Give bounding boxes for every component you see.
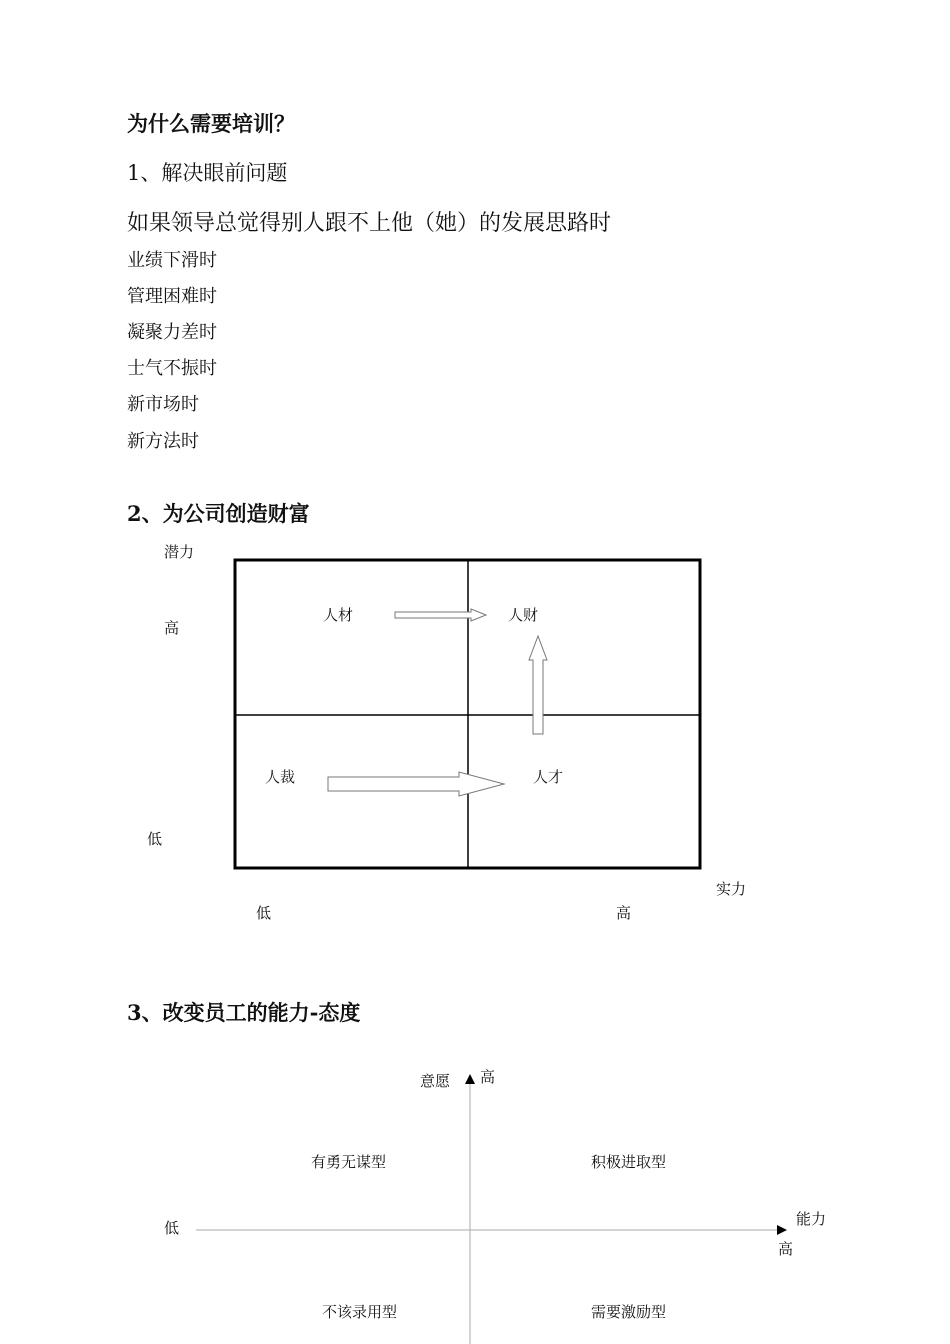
section3-heading: 3、改变员工的能力-态度: [127, 1000, 361, 1025]
quadrant-label-bottom-left: 不该录用型: [322, 1303, 398, 1321]
quadrant-label-bottom-right: 人才: [533, 768, 564, 786]
arrow-up-icon: [529, 636, 547, 734]
quadrant-label-top-left: 有勇无谋型: [311, 1153, 387, 1171]
list-item: 士气不振时: [127, 358, 217, 379]
quadrant-label-bottom-left: 人裁: [265, 768, 296, 786]
x-axis-label: 实力: [716, 880, 747, 898]
y-axis-low-label: 低: [147, 830, 163, 848]
list-item: 管理困难时: [127, 286, 217, 307]
arrow-right-icon: [328, 772, 504, 796]
y-axis-high-label: 高: [164, 619, 180, 637]
x-axis-high-label: 高: [778, 1240, 794, 1258]
list-item: 凝聚力差时: [127, 322, 217, 343]
page-title: 为什么需要培训？: [127, 111, 295, 136]
y-axis-label: 意愿: [420, 1072, 451, 1090]
list-item: 业绩下滑时: [127, 250, 217, 271]
y-axis-high-label: 高: [480, 1068, 496, 1086]
y-axis-label: 潜力: [164, 543, 195, 561]
section2-heading: 2、为公司创造财富: [127, 501, 310, 526]
section1-heading: 1、解决眼前问题: [127, 161, 288, 185]
arrow-right-icon: [395, 609, 486, 621]
arrow-up-icon: [465, 1074, 475, 1084]
x-axis-low-label: 低: [256, 904, 272, 922]
section1-intro: 如果领导总觉得别人跟不上他（她）的发展思路时: [127, 211, 612, 236]
list-item: 新市场时: [127, 394, 199, 415]
x-axis-label: 能力: [796, 1210, 827, 1228]
list-item: 新方法时: [127, 431, 199, 452]
talent-matrix: [235, 560, 700, 868]
x-axis-high-label: 高: [616, 904, 632, 922]
quadrant-label-top-right: 积极进取型: [591, 1153, 667, 1171]
quadrant-label-top-left: 人材: [323, 606, 354, 624]
arrow-right-icon: [777, 1225, 787, 1235]
quadrant-label-top-right: 人财: [508, 606, 539, 624]
quadrant-label-bottom-right: 需要激励型: [591, 1303, 667, 1321]
ability-attitude-axes: [196, 1074, 787, 1344]
x-axis-low-label: 低: [164, 1219, 180, 1237]
